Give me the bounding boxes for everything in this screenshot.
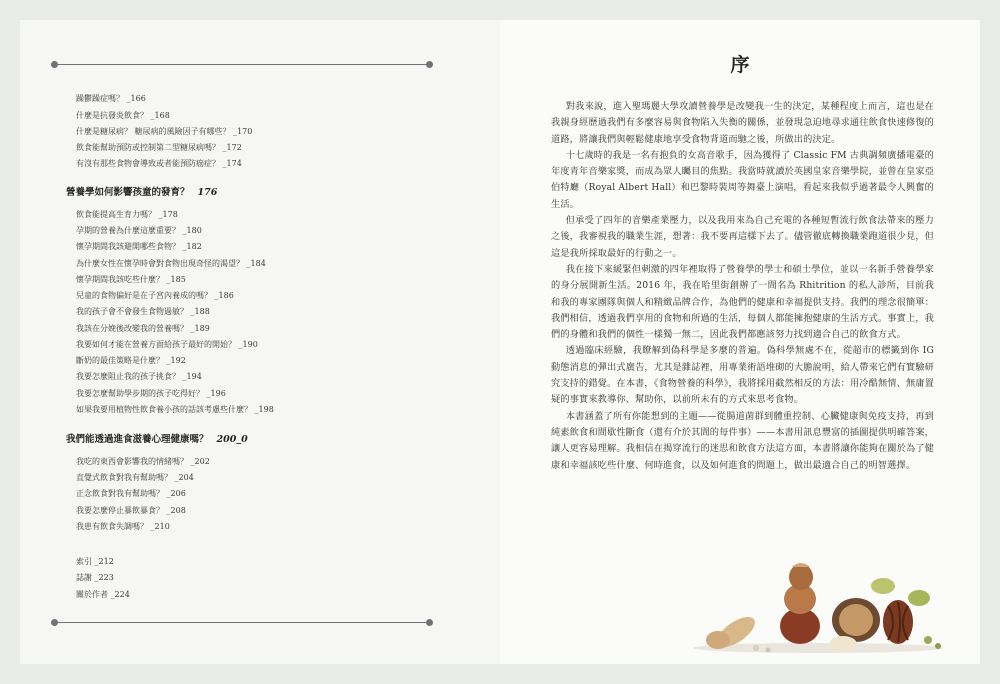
toc-entry[interactable]: 我要如何才能在營養方面給孩子最好的開始？ _190 — [76, 340, 258, 349]
toc-entry[interactable]: 索引 _212 — [76, 557, 114, 566]
toc-heading-label: 營養學如何影響孩童的發育？ — [66, 187, 190, 198]
pecan-icon — [883, 600, 913, 644]
toc-entry[interactable]: 我該在分娩後改變我的營養嗎？ _189 — [76, 324, 210, 333]
toc-entry[interactable]: 什麼是抗發炎飲食？ _168 — [76, 111, 170, 120]
toc-entry[interactable]: 飲食能幫助預防或控制第二型糖尿病嗎？ _172 — [76, 143, 242, 152]
toc-page — [20, 20, 500, 664]
preface-paragraph: 我在接下來緩緊但刺激的四年裡取得了營養學的學士和碩士學位，並以一名新手營養學家的身分展開新生活。2016 年，我在哈里街創辦了一間名為 Rhitrition 的私人診所，目前我和我的專家團隊與個人和精緻品牌合作，為他們的健康和幸福提供支持。我們的理念很簡單：我們相信，透過我們享用的食物和所過的生活，每個人都能擁抱健康的生活方式。事實上，我們的身體和我們的個性一樣獨一無二，因此我們都應該努力找到適合自己的飲食方式。 — [551, 263, 934, 341]
toc-entry[interactable]: 懷孕期間我該避開哪些食物？ _182 — [76, 242, 202, 251]
rule-dot-right — [426, 61, 433, 68]
toc-entry[interactable]: 直覺式飲食對我有幫助嗎？ _204 — [76, 473, 194, 482]
nuts-illustration — [688, 540, 948, 655]
toc-entry[interactable]: 我要怎麼幫助學步期的孩子吃得好？ _196 — [76, 389, 226, 398]
preface-paragraph: 本書涵蓋了所有你能想到的主題——從腸道菌群到體重控制、心臟健康與免疫支持，再到純素飲食和間歇性斷食（還有介於其間的每件事）——本書用訊息豐富的插圖提供明確答案，讓人更容易理解。我相信在揭穿流行的迷思和飲食方法這方面，本書將讓你能夠在關於為了健康和幸福該吃些什麼、何時進食，以及如何進食的問題上，做出最適合自己的明智選擇。 — [551, 410, 934, 471]
preface-page — [500, 20, 980, 664]
hazelnut-stack-icon — [780, 563, 820, 644]
toc-entry[interactable]: 我患有飲食失調嗎？ _210 — [76, 522, 170, 531]
toc-entry[interactable]: 斷奶的最佳策略是什麼？ _192 — [76, 356, 186, 365]
book-spread — [20, 20, 980, 664]
toc-entry[interactable]: 懷孕期間我該吃些什麼？ _185 — [76, 275, 186, 284]
preface-body — [551, 99, 934, 474]
rule-line — [57, 622, 427, 623]
toc-entry[interactable]: 什麼是糖尿病？ 糖尿病的風險因子有哪些？ _170 — [76, 127, 253, 136]
toc-entry[interactable]: 我要怎麼停止暴飲暴食？ _208 — [76, 506, 186, 515]
walnut-icon — [832, 598, 880, 642]
toc-entry[interactable]: 有沒有那些食物會導致或者能預防癌症？ _174 — [76, 159, 242, 168]
cashew-icon — [829, 636, 857, 652]
ornamental-rule-bottom — [51, 619, 433, 627]
ornamental-rule-top — [51, 61, 433, 69]
toc-heading-page: 200_0 — [216, 434, 248, 445]
toc-entry[interactable]: 為什麼女性在懷孕時會對食物出現奇怪的渴望？ _184 — [76, 259, 266, 268]
toc-entry[interactable]: 飲食能提高生育力嗎？ _178 — [76, 210, 178, 219]
toc-entry[interactable]: 正念飲食對我有幫助嗎？ _206 — [76, 489, 186, 498]
toc-entry[interactable]: 誌謝 _223 — [76, 573, 114, 582]
toc-section-heading[interactable] — [66, 431, 248, 445]
toc-heading-page: 176 — [197, 187, 218, 198]
preface-paragraph: 但承受了四年的音樂產業壓力，以及我用來為自己充電的各種短暫流行飲食法帶來的壓力之後，我審視我的職業生涯，想著：我不要再這樣下去了。儘管徹底轉換職業跑道很少見，但這是我所採取最好的行動之一。 — [551, 215, 934, 259]
toc-entry[interactable]: 關於作者 _224 — [76, 590, 130, 599]
toc-heading-label: 我們能透過進食滋養心理健康嗎？ — [66, 434, 209, 445]
toc-entry[interactable]: 躁鬱躁症嗎？ _166 — [76, 94, 146, 103]
toc-entry[interactable]: 我要怎麼阻止我的孩子挑食？ _194 — [76, 372, 202, 381]
toc-entry[interactable]: 我的孩子會不會發生食物過敏？ _188 — [76, 307, 210, 316]
toc-section-heading[interactable] — [66, 184, 217, 198]
preface-paragraph: 十七歲時的我是一名有抱負的女高音歌手，因為獲得了 Classic FM 古典調頻廣播電臺的年度青年音樂家獎，而成為眾人矚目的焦點。我當時就讀於英國皇家音樂學院，並曾在皇家亞伯特廳（Royal Albert Hall）和巴黎時裝周等舞臺上演唱，看起來我似乎過著最令人興奮的生活。 — [551, 149, 934, 210]
toc-entry[interactable]: 兒童的食物偏好是在子宮內養成的嗎？ _186 — [76, 291, 234, 300]
toc-entry[interactable]: 孕期的營養為什麼這麼重要？ _180 — [76, 226, 202, 235]
rule-dot-right — [426, 619, 433, 626]
rule-line — [57, 64, 427, 65]
preface-title: 序 — [730, 54, 750, 76]
preface-paragraph: 對我來說，進入聖瑪麗大學攻讀營養學是改變我一生的決定，某種程度上而言，這也是在我親身經歷過我們有多麼容易與食物陷入失衡的關係，並發現急迫地尋求通往飲食快速修復的道路，將讓我們與輕鬆健康地享受食物背道而馳之後，所做出的決定。 — [551, 101, 934, 145]
preface-paragraph: 透過臨床經驗，我瞭解到偽科學是多麼的普遍。偽科學無處不在，從超市的標籤到你 IG 動態消息的彈出式廣告，尤其是雜誌裡，用專業術語堆砌的大膽說明，給人帶來它們有實驗研究支持的錯覺。在本書，《食物營養的科學》，我將採用截然相反的方法：用冷酷無情、無庸置疑的事實來教導你、幫助你，以前所未有的方式來思考食物。 — [551, 345, 934, 406]
toc-entry[interactable]: 如果我要用植物性飲食養小孩的話該考慮些什麼？ _198 — [76, 405, 274, 414]
toc-entry[interactable]: 我吃的東西會影響我的情緒嗎？ _202 — [76, 457, 210, 466]
